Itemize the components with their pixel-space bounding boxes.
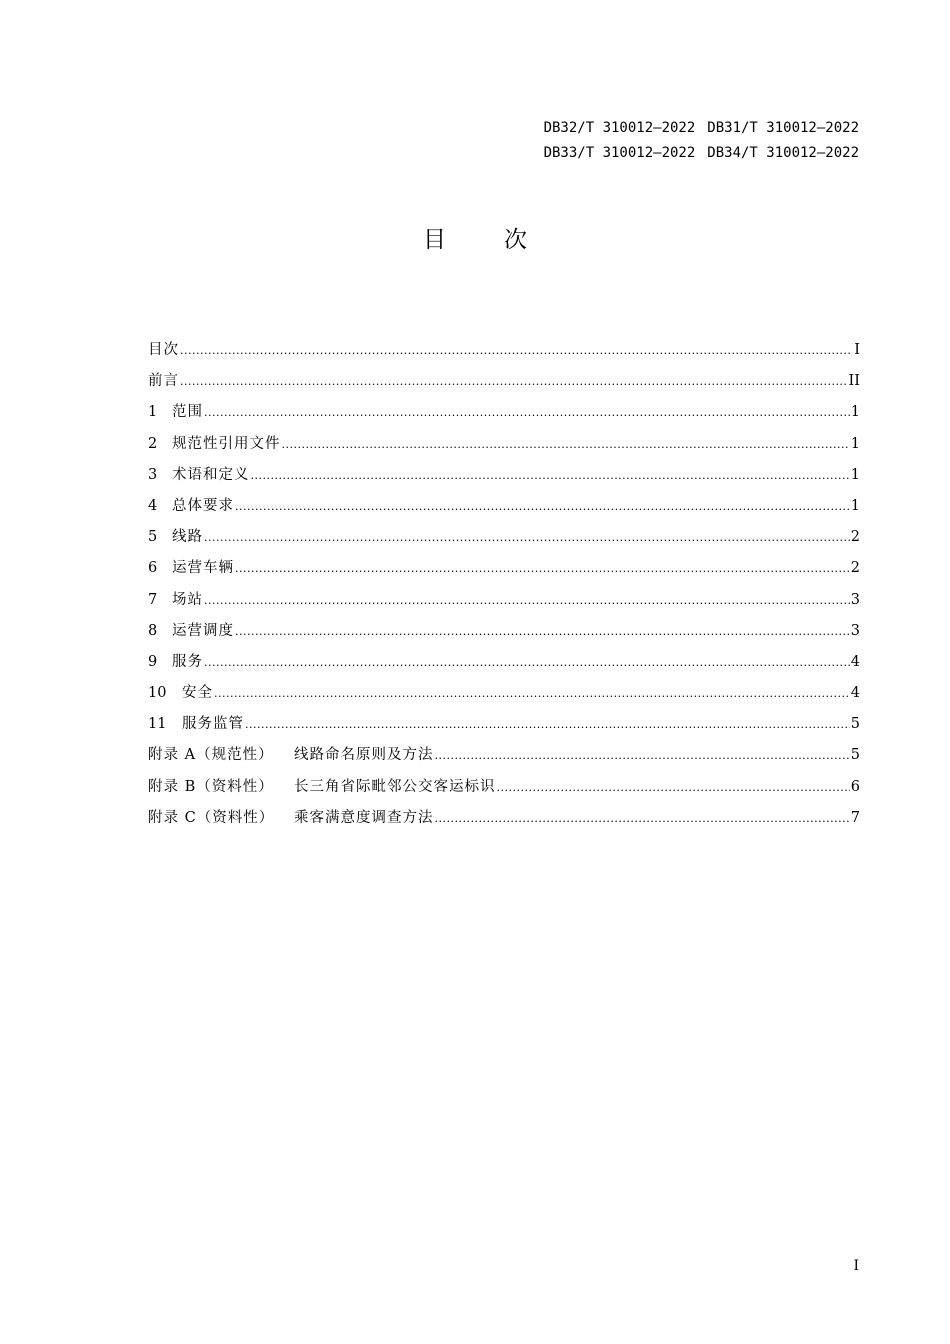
standard-code: DB32/T 310012—2022 xyxy=(543,120,696,136)
toc-entry-page: 1 xyxy=(850,435,860,452)
toc-entry-page: 2 xyxy=(850,529,860,546)
dot-leader xyxy=(180,338,851,363)
toc-appendix-prefix: 附录 B（资料性） xyxy=(148,778,274,795)
toc-entry-label: 规范性引用文件 xyxy=(172,435,281,452)
standard-code: DB33/T 310012—2022 xyxy=(543,145,696,161)
toc-entry-appendix-c[interactable] xyxy=(148,806,860,837)
dot-leader xyxy=(214,681,850,706)
page-title-char-1: 目 xyxy=(423,227,446,253)
dot-leader xyxy=(204,525,850,550)
toc-entry-appendix-b[interactable] xyxy=(148,775,860,806)
toc-entry-label: 服务 xyxy=(172,653,203,670)
dot-leader xyxy=(180,369,848,394)
toc-entry-label: 范围 xyxy=(172,404,203,421)
toc-entry-page: 1 xyxy=(850,404,860,421)
toc-entry-5[interactable] xyxy=(148,525,860,556)
standard-codes-header xyxy=(544,116,859,166)
toc-entry-page: 3 xyxy=(850,622,860,639)
toc-entry-number: 8 xyxy=(148,622,158,639)
toc-entry-label: 乘客满意度调查方法 xyxy=(294,809,434,826)
toc-entry-4[interactable] xyxy=(148,494,860,525)
toc-entry-6[interactable] xyxy=(148,556,860,587)
toc-entry-label: 安全 xyxy=(182,685,213,702)
toc-appendix-prefix: 附录 A（规范性） xyxy=(148,747,274,764)
toc-entry-number: 3 xyxy=(148,466,158,483)
toc-entry-number: 2 xyxy=(148,435,158,452)
toc-entry-contents[interactable] xyxy=(148,338,860,369)
dot-leader xyxy=(235,619,850,644)
toc-entry-page: 5 xyxy=(850,747,860,764)
toc-entry-number: 6 xyxy=(148,560,158,577)
toc-entry-page: I xyxy=(854,342,860,358)
toc-entry-label: 场站 xyxy=(172,591,203,608)
toc-entry-label: 线路命名原则及方法 xyxy=(294,747,434,764)
dot-leader xyxy=(435,806,850,831)
dot-leader xyxy=(204,588,850,613)
toc-entry-number: 10 xyxy=(148,685,167,702)
table-of-contents xyxy=(148,338,860,837)
dot-leader xyxy=(245,712,850,737)
toc-entry-page: 2 xyxy=(850,560,860,577)
toc-entry-page: II xyxy=(848,373,860,390)
toc-entry-page: 5 xyxy=(850,716,860,733)
toc-entry-page: 4 xyxy=(850,653,860,670)
dot-leader xyxy=(435,743,850,768)
dot-leader xyxy=(282,432,850,457)
toc-entry-3[interactable] xyxy=(148,463,860,494)
toc-entry-7[interactable] xyxy=(148,588,860,619)
standard-codes-row-2 xyxy=(544,141,859,166)
page-title xyxy=(0,224,950,256)
toc-entry-2[interactable] xyxy=(148,432,860,463)
toc-entry-page: 1 xyxy=(850,497,860,514)
toc-entry-foreword[interactable] xyxy=(148,369,860,400)
standard-codes-row-1 xyxy=(544,116,859,141)
toc-entry-page: 4 xyxy=(850,685,860,702)
toc-entry-number: 1 xyxy=(148,404,158,421)
toc-entry-page: 3 xyxy=(850,591,860,608)
toc-entry-label: 线路 xyxy=(172,529,203,546)
dot-leader xyxy=(235,494,850,519)
toc-entry-label: 目次 xyxy=(148,342,179,358)
toc-entry-10[interactable] xyxy=(148,681,860,712)
toc-entry-1[interactable] xyxy=(148,400,860,431)
page-title-char-2: 次 xyxy=(504,227,527,253)
toc-entry-page: 1 xyxy=(850,466,860,483)
toc-entry-label: 运营车辆 xyxy=(172,560,234,577)
toc-entry-number: 4 xyxy=(148,497,158,514)
toc-appendix-prefix: 附录 C（资料性） xyxy=(148,809,275,826)
toc-entry-label: 总体要求 xyxy=(172,497,234,514)
dot-leader xyxy=(204,650,850,675)
toc-entry-label: 运营调度 xyxy=(172,622,234,639)
dot-leader xyxy=(204,400,850,425)
toc-entry-appendix-a[interactable] xyxy=(148,743,860,774)
toc-entry-number: 9 xyxy=(148,653,158,670)
standard-code: DB31/T 310012—2022 xyxy=(707,120,859,136)
footer-page-number: I xyxy=(853,1258,859,1274)
toc-entry-page: 7 xyxy=(850,809,860,826)
dot-leader xyxy=(251,463,850,488)
toc-entry-8[interactable] xyxy=(148,619,860,650)
toc-entry-number: 11 xyxy=(148,716,167,733)
toc-entry-label: 前言 xyxy=(148,373,179,390)
toc-entry-page: 6 xyxy=(850,778,860,795)
dot-leader xyxy=(497,775,850,800)
toc-entry-label: 服务监管 xyxy=(182,716,244,733)
toc-entry-number: 5 xyxy=(148,529,158,546)
toc-entry-label: 术语和定义 xyxy=(172,466,250,483)
standard-code: DB34/T 310012—2022 xyxy=(707,145,859,161)
toc-entry-number: 7 xyxy=(148,591,158,608)
dot-leader xyxy=(235,556,850,581)
toc-entry-9[interactable] xyxy=(148,650,860,681)
toc-entry-label: 长三角省际毗邻公交客运标识 xyxy=(294,778,496,795)
toc-entry-11[interactable] xyxy=(148,712,860,743)
